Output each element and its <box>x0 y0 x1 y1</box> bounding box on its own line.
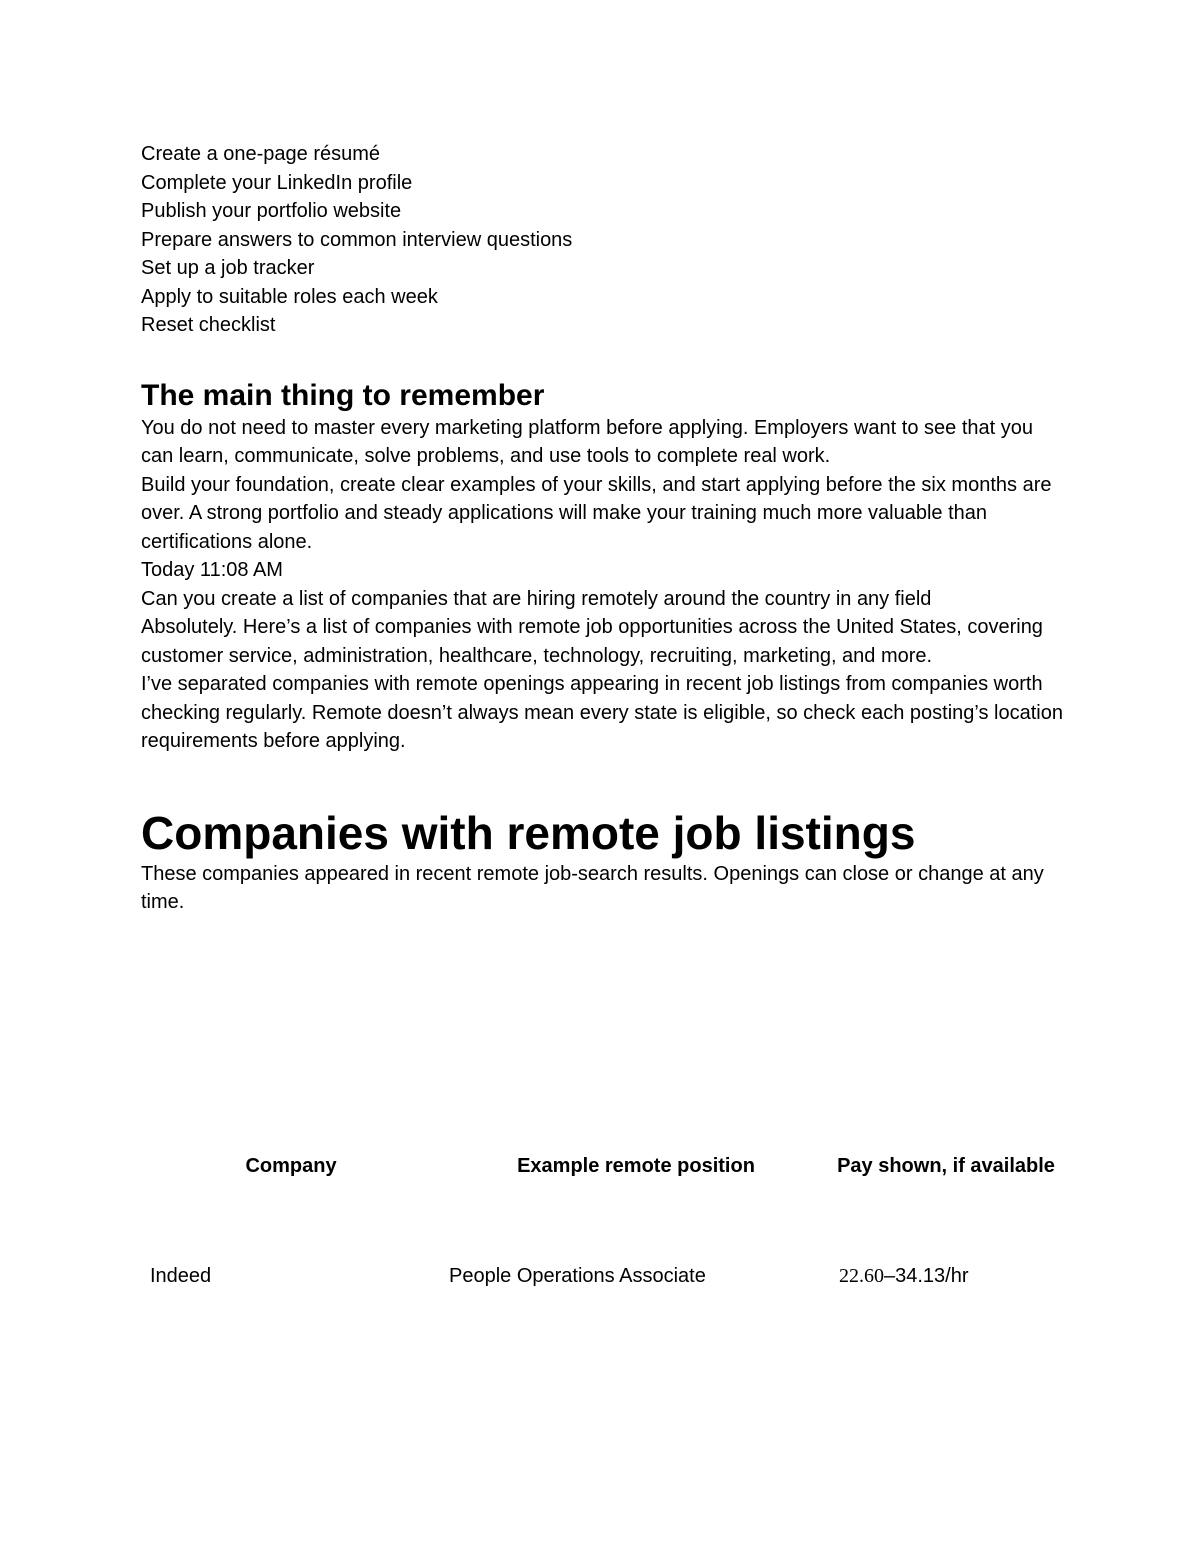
header-company: Company <box>245 1155 337 1177</box>
checklist-item-interview[interactable]: Prepare answers to common interview questions <box>141 228 573 251</box>
job-search-checklist <box>141 140 1066 340</box>
cell-position: People Operations Associate <box>449 1265 706 1287</box>
listings-intro: These companies appeared in recent remote job-search results. Openings can close or change at any time. <box>141 862 1044 913</box>
remember-paragraph-1: You do not need to master every marketing platform before applying. Employers want to see that you can learn, communicate, solve problems, and use tools to complete real work. <box>141 416 1033 467</box>
message-timestamp <box>141 556 1066 613</box>
remember-heading: The main thing to remember <box>141 378 545 412</box>
pay-low: 22.60 <box>839 1265 884 1287</box>
checklist-item-resume[interactable]: Create a one-page résumé <box>141 143 381 165</box>
listings-heading: Companies with remote job listings <box>141 806 916 859</box>
reset-checklist-button[interactable]: Reset checklist <box>141 314 276 336</box>
checklist-item-apply[interactable]: Apply to suitable roles each week <box>141 285 438 308</box>
checklist-item-portfolio[interactable]: Publish your portfolio website <box>141 200 402 222</box>
cell-company: Indeed <box>150 1265 212 1287</box>
remember-paragraph-2: Build your foundation, create clear examples of your skills, and start applying before the six months are over. A strong portfolio and steady applications will make your training much more valuable than certifications alone. <box>141 473 1052 553</box>
reply-paragraph-1: Absolutely. Here’s a list of companies with remote job opportunities across the United States, covering customer service, administration, healthcare, technology, recruiting, marketing, and more. <box>141 616 1043 667</box>
pay-rest: –34.13/hr <box>884 1265 969 1287</box>
header-position: Example remote position <box>517 1155 755 1177</box>
table-row <box>141 1262 1061 1291</box>
checklist-item-tracker[interactable]: Set up a job tracker <box>141 257 315 279</box>
cell-pay <box>831 1262 1061 1291</box>
checklist-item-linkedin[interactable]: Complete your LinkedIn profile <box>141 171 413 194</box>
table-header-row <box>141 1150 1061 1262</box>
user-message: Can you create a list of companies that are hiring remotely around the country in any field <box>141 587 932 610</box>
header-pay: Pay shown, if available <box>837 1155 1055 1177</box>
reply-paragraph-2: I’ve separated companies with remote openings appearing in recent job listings from companies worth checking regularly. Remote doesn’t always mean every state is eligible, so check each posting’s location requirements before applying. <box>141 673 1063 752</box>
timestamp-text: Today 11:08 AM <box>141 559 283 581</box>
document-page <box>141 140 1066 917</box>
companies-table <box>141 1150 1061 1291</box>
